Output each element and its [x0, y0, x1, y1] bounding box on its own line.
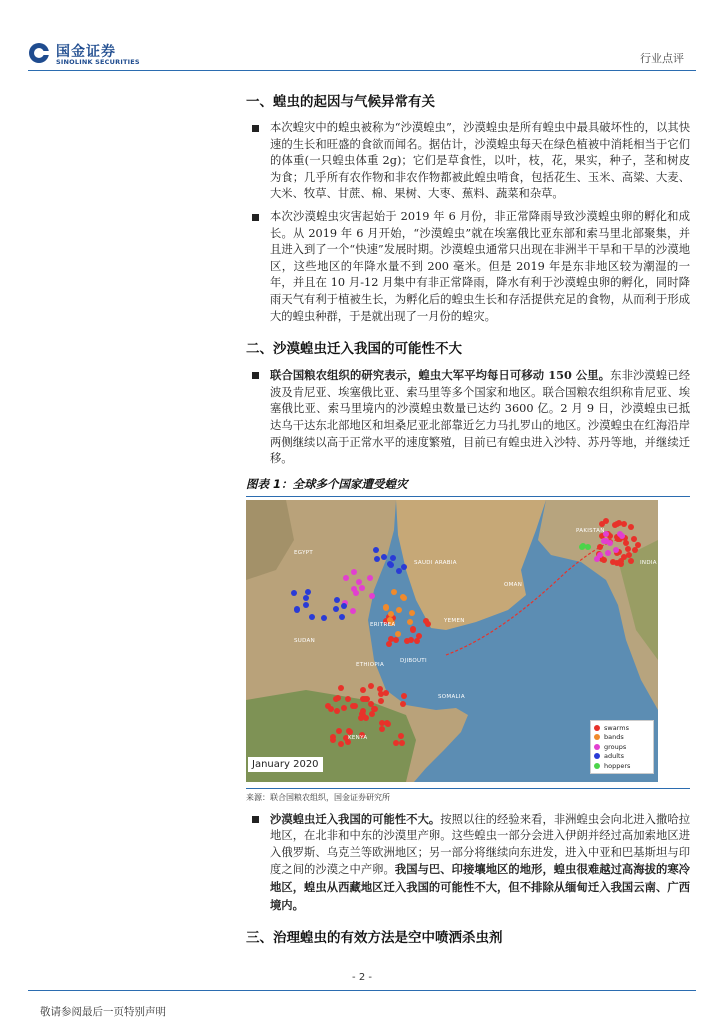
logo-chinese-name: 国金证券 [56, 44, 116, 60]
locust-dot-groups [617, 531, 623, 537]
header-divider [28, 70, 696, 71]
legend-adults-dot-icon [594, 753, 600, 759]
locust-dot-bands [388, 611, 394, 617]
map-label-oman: OMAN [504, 581, 523, 588]
map-legend [590, 720, 654, 774]
locust-dot-swarms [335, 695, 341, 701]
locust-dot-adults [374, 556, 380, 562]
locust-dot-groups [353, 590, 359, 596]
paragraph-text: 本次沙漠蝗虫灾害起始于 2019 年 6 月份，非正常降雨导致沙漠蝗虫卵的孵化和成长。从 2019 年 6 月开始，“沙漠蝗虫”就在埃塞俄比亚东部和索马里北部聚集，并且进入到了一个“快速”发展时期。沙漠蝗虫通常只出现在非洲半干旱和干旱的沙漠地区，这些地区的年降水量不到 200 毫米。但是 2019 年是东非地区较为潮湿的一年，并且在 10 月-12 月集中有非正常降雨，降水有利于沙漠蝗虫卵的孵化，同时降雨天气有利于植被生长，为孵化后的蝗虫生长和存活提供充足的食物，从而利于形成大的蝗虫种群，于是就出现了一月份的蝗灾。 [270, 209, 690, 323]
paragraph-bold-lead: 沙漠蝗虫迁入我国的可能性不大。 [270, 811, 441, 826]
map-label-somalia: SOMALIA [438, 693, 465, 700]
paragraph-bold-lead: 联合国粮农组织的研究表示，蝗虫大军平均每日可移动 150 公里。 [270, 368, 611, 383]
locust-dot-swarms [423, 618, 429, 624]
locust-dot-swarms [628, 558, 634, 564]
locust-dot-adults [373, 547, 379, 553]
page-header [0, 0, 724, 80]
locust-dot-swarms [628, 524, 634, 530]
locust-dot-bands [383, 605, 389, 611]
section-2-paragraph-1 [246, 367, 690, 468]
locust-dot-swarms [599, 521, 605, 527]
map-label-djibouti: DJIBOUTI [400, 657, 427, 664]
map-label-saudi-arabia: SAUDI ARABIA [414, 559, 457, 566]
locust-dot-adults [321, 615, 327, 621]
locust-dot-swarms [393, 637, 399, 643]
locust-dot-groups [356, 579, 362, 585]
locust-dot-swarms [401, 693, 407, 699]
paragraph-text: 本次蝗灾中的蝗虫被称为“沙漠蝗虫”，沙漠蝗虫是所有蝗虫中最具破坏性的，以其快速的生长和旺盛的食欲而闻名。据估计，沙漠蝗虫每天在绿色植被中消耗相当于它们的体重(一只蝗虫体重 2g)；它们是草食性，以叶，枝，花，果实，种子，茎和树皮为食；几乎所有农作物和非农作物都被此蝗虫啃食，包括花生、玉米、高粱、大麦、大米、牧草、甘蔗、棉、果树、大枣、蕉料、蔬菜和杂草。 [270, 121, 690, 201]
legend-swarms-dot-icon [594, 725, 600, 731]
locust-dot-groups [351, 569, 357, 575]
locust-dot-swarms [383, 690, 389, 696]
locust-dot-groups [605, 550, 611, 556]
locust-dot-bands [391, 589, 397, 595]
section-1-paragraph-1 [246, 120, 690, 203]
locust-dot-swarms [350, 703, 356, 709]
locust-dot-adults [303, 595, 309, 601]
legend-item-swarms [594, 723, 650, 733]
legend-label: groups [604, 742, 627, 751]
locust-dot-swarms [408, 637, 414, 643]
legend-hoppers-dot-icon [594, 763, 600, 769]
locust-dot-adults [387, 561, 393, 567]
legend-bands-dot-icon [594, 734, 600, 740]
locust-dot-adults [309, 614, 315, 620]
paragraph-bold-conclusion: 我国与巴、印接壤地区的地形，蝗虫很难越过高海拔的寒冷地区，蝗虫从西藏地区迁入我国的可能性不大，但不排除从缅甸迁入我国云南、广西境内。 [270, 862, 690, 912]
locust-dot-swarms [345, 696, 351, 702]
map-label-sudan: SUDAN [294, 637, 316, 644]
locust-dot-adults [381, 554, 387, 560]
report-category: 行业点评 [640, 52, 684, 65]
legend-label: bands [604, 733, 624, 742]
map-label-ethiopia: ETHIOPIA [356, 661, 385, 668]
locust-dot-groups [601, 538, 607, 544]
locust-dot-swarms [338, 741, 344, 747]
paragraph-text: 东非沙漠蝗已经波及肯尼亚、埃塞俄比亚、索马里等多个国家和地区。联合国粮农组织称肯尼亚、埃塞俄比亚、索马里境内的沙漠蝗虫数量已达约 3600 亿。2 月 9 日，沙漠蝗虫已抵达乌干达东北部地区和坦桑尼亚北部靠近乞力马扎罗山的地区。沙漠蝗虫在红海沿岸两侧继续以高于正常水平的速度繁殖，目前已有蝗虫进入沙特、苏丹等地，并继续迁移。 [270, 369, 690, 466]
locust-dot-swarms [614, 521, 620, 527]
section-2-paragraph-2 [246, 811, 690, 915]
section-1-title: 一、蝗虫的起因与气候异常有关 [246, 94, 435, 110]
locust-dot-swarms [393, 740, 399, 746]
bullet-square-icon [252, 125, 259, 132]
locust-dot-swarms [372, 706, 378, 712]
section-1-paragraph-2 [246, 209, 690, 325]
figure-title: 图表 1：全球多个国家遭受蝗灾 [246, 476, 690, 497]
map-label-india: INDIA [640, 559, 657, 566]
footer-disclaimer: 敬请参阅最后一页特别声明 [40, 1006, 166, 1018]
map-label-egypt: EGYPT [294, 549, 313, 556]
locust-dot-swarms [379, 726, 385, 732]
locust-dot-swarms [346, 728, 352, 734]
map-label-eritrea: ERITREA [370, 621, 396, 628]
map-date-label: January 2020 [248, 757, 323, 772]
locust-dot-groups [369, 593, 375, 599]
legend-label: hoppers [604, 761, 631, 770]
main-content [246, 80, 690, 956]
paragraph-text: 按照以往的经验来看，非洲蝗虫会向北进入撒哈拉地区，在北非和中东的沙漠里产卵。这些蝗虫一部分会进入伊朗并经过高加索地区进入俄罗斯、乌克兰等欧洲地区；另一部分将继续向东进发，进入中亚和巴基斯坦与印度之间的沙漠之中产卵。 [270, 812, 690, 877]
locust-dot-groups [607, 540, 613, 546]
figure-source: 来源：联合国粮农组织，国金证券研究所 [246, 788, 690, 803]
locust-map-figure [246, 500, 658, 782]
legend-item-bands [594, 733, 650, 743]
locust-dot-swarms [635, 542, 641, 548]
legend-label: swarms [604, 723, 629, 732]
locust-dot-adults [303, 602, 309, 608]
section-2-title: 二、沙漠蝗虫迁入我国的可能性不大 [246, 341, 462, 358]
page-number: - 2 - [352, 972, 372, 983]
legend-item-hoppers [594, 761, 650, 771]
map-label-kenya: KENYA [348, 734, 368, 741]
locust-dot-swarms [384, 720, 390, 726]
locust-dot-swarms [399, 740, 405, 746]
locust-dot-swarms [325, 703, 331, 709]
bullet-square-icon [252, 372, 259, 379]
map-label-pakistan: PAKISTAN [576, 527, 605, 534]
locust-dot-groups [350, 608, 356, 614]
legend-item-adults [594, 752, 650, 762]
legend-item-groups [594, 742, 650, 752]
locust-dot-swarms [410, 627, 416, 633]
logo-english-name: SINOLINK SECURITIES [56, 58, 140, 66]
locust-dot-swarms [338, 685, 344, 691]
section-3-title: 三、治理蝗虫的有效方法是空中喷洒杀虫剂 [246, 930, 503, 947]
legend-label: adults [604, 752, 624, 761]
locust-dot-swarms [414, 638, 420, 644]
bullet-square-icon [252, 214, 259, 221]
locust-dot-groups [343, 575, 349, 581]
map-label-yemen: YEMEN [444, 617, 465, 624]
bullet-square-icon [252, 816, 259, 823]
locust-dot-swarms [625, 546, 631, 552]
sinolink-logo-icon [28, 42, 50, 64]
locust-dot-swarms [362, 696, 368, 702]
legend-groups-dot-icon [594, 744, 600, 750]
footer-divider [28, 990, 696, 991]
